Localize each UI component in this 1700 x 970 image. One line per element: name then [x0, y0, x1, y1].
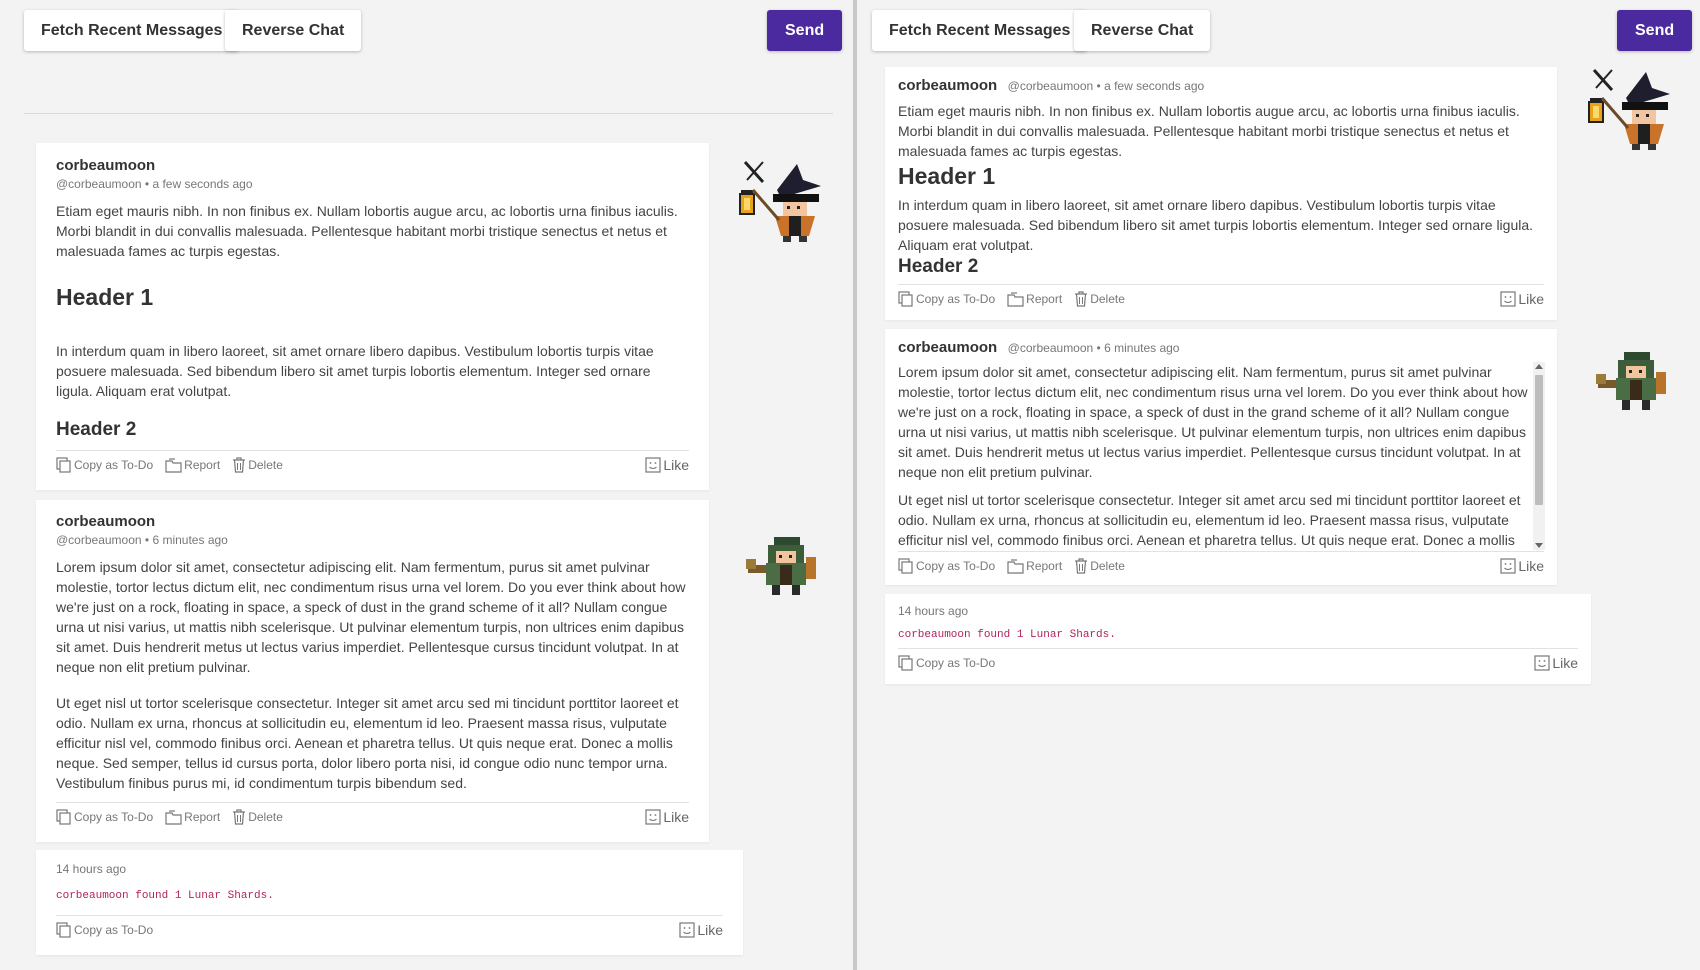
- fetch-recent-messages-button[interactable]: Fetch Recent Messages: [872, 10, 1087, 51]
- copy-label: Copy as To-Do: [916, 292, 996, 306]
- copy-as-todo-button[interactable]: [56, 457, 153, 473]
- event-card: [885, 594, 1591, 684]
- message-paragraph: Etiam eget mauris nibh. In non finibus ex. Nullam lobortis augue arcu, ac lobortis urna finibus iaculis. Morbi blandit in dui convallis malesuada. Pellentesque habitant morbi tristique senectus et netus et malesuada fames ac turpis egestas.: [898, 103, 1520, 159]
- like-label: Like: [663, 457, 689, 473]
- scroll-down-arrow[interactable]: [1535, 543, 1543, 548]
- fetch-recent-messages-button[interactable]: Fetch Recent Messages: [24, 10, 239, 51]
- message-actions: [56, 450, 689, 479]
- delete-button[interactable]: [1074, 558, 1125, 574]
- delete-button[interactable]: [232, 809, 283, 825]
- like-icon: [1500, 291, 1516, 307]
- message-header-2: Header 2: [56, 419, 137, 440]
- like-icon: [1500, 558, 1516, 574]
- like-icon: [645, 809, 661, 825]
- message-header-1: Header 1: [56, 284, 154, 310]
- copy-icon: [898, 558, 914, 574]
- wizard-avatar: [733, 160, 825, 242]
- message-actions: [898, 551, 1544, 580]
- report-button[interactable]: [165, 810, 220, 825]
- message-actions: [56, 802, 689, 831]
- like-label: Like: [1518, 558, 1544, 574]
- message-header-1: Header 1: [898, 163, 996, 189]
- copy-label: Copy as To-Do: [74, 458, 154, 472]
- like-button[interactable]: [645, 809, 689, 825]
- right-chat-panel: [858, 0, 1700, 970]
- copy-label: Copy as To-Do: [916, 656, 996, 670]
- report-icon: [165, 810, 182, 825]
- delete-button[interactable]: [232, 457, 283, 473]
- event-actions: [56, 915, 723, 944]
- delete-label: Delete: [248, 458, 283, 472]
- report-label: Report: [184, 810, 221, 824]
- copy-label: Copy as To-Do: [74, 923, 154, 937]
- message-header-2: Header 2: [898, 256, 979, 277]
- trash-icon: [1074, 291, 1088, 307]
- reverse-chat-button[interactable]: Reverse Chat: [225, 10, 361, 51]
- event-time: 14 hours ago: [56, 862, 127, 876]
- event-actions: [898, 648, 1578, 677]
- like-icon: [645, 457, 661, 473]
- message-time: 6 minutes ago: [152, 533, 228, 547]
- copy-icon: [56, 922, 72, 938]
- delete-label: Delete: [1090, 292, 1125, 306]
- delete-button[interactable]: [1074, 291, 1125, 307]
- message-card: [36, 500, 709, 842]
- report-label: Report: [1026, 292, 1063, 306]
- message-time: a few seconds ago: [152, 177, 253, 191]
- message-handle: @corbeaumoon: [1007, 341, 1094, 355]
- message-paragraph: Lorem ipsum dolor sit amet, consectetur adipiscing elit. Nam fermentum, purus sit amet pulvinar molestie, tortor lectus dictum elit, nec condimentum risus urna vel lorem. Do you ever think about how we're just on a rock, floating in space, a speck of dust in the grand scheme of it all? Nullam congue urna ut nisi varius, ut mattis nibh scelerisque. Ut pulvinar elementum turpis, non ultrices enim dapibus sit amet. Duis hendrerit metus ut lectus varius imperdiet. Pellentesque cursus tincidunt volutpat. In at neque non elit pretium pulvinar.: [56, 559, 686, 675]
- delete-label: Delete: [248, 810, 283, 824]
- report-button[interactable]: [1007, 559, 1062, 574]
- message-scrollbar[interactable]: [1533, 362, 1545, 550]
- like-button[interactable]: [1500, 558, 1544, 574]
- message-meta: @corbeaumoon • a few seconds ago: [56, 177, 253, 191]
- wizard-avatar: [1582, 68, 1674, 150]
- like-icon: [679, 922, 695, 938]
- copy-icon: [56, 809, 72, 825]
- message-card: [36, 143, 709, 490]
- copy-as-todo-button[interactable]: [56, 809, 153, 825]
- trash-icon: [232, 809, 246, 825]
- copy-label: Copy as To-Do: [916, 559, 996, 573]
- druid-avatar: [746, 535, 822, 597]
- like-label: Like: [663, 809, 689, 825]
- like-icon: [1534, 655, 1550, 671]
- report-icon: [1007, 292, 1024, 307]
- like-label: Like: [697, 922, 723, 938]
- copy-label: Copy as To-Do: [74, 810, 154, 824]
- report-label: Report: [1026, 559, 1063, 573]
- divider-line: [24, 113, 833, 114]
- copy-icon: [898, 291, 914, 307]
- scroll-up-arrow[interactable]: [1535, 364, 1543, 369]
- like-button[interactable]: [1534, 655, 1578, 671]
- event-text: corbeaumoon found 1 Lunar Shards.: [56, 890, 274, 902]
- like-button[interactable]: [645, 457, 689, 473]
- message-time: a few seconds ago: [1104, 79, 1205, 93]
- trash-icon: [1074, 558, 1088, 574]
- copy-icon: [898, 655, 914, 671]
- report-icon: [1007, 559, 1024, 574]
- event-time: 14 hours ago: [898, 604, 969, 618]
- message-author: corbeaumoon: [898, 77, 998, 94]
- panel-divider: [853, 0, 857, 970]
- message-paragraph: Ut eget nisl ut tortor scelerisque consectetur. Integer sit amet arcu sed mi tincidunt porttitor laoreet et odio. Nullam ex urna, rhoncus at sollicitudin eu, elementum id leo. Praesent massa risus, vulputate efficitur nisl vel, commodo finibus orci. Aenean et pharetra tellus. Ut quis neque erat. Donec a mollis neque. Sed semper, tellus id cursus porta, dolor libero porta nisi, id congue odio nunc tempor urna. Vestibulum finibus purus mi, id condimentum turpis bibendum sed.: [56, 695, 679, 791]
- send-button[interactable]: Send: [767, 10, 842, 51]
- message-scroll-area[interactable]: [898, 362, 1542, 552]
- message-paragraph: In interdum quam in libero laoreet, sit amet ornare libero dapibus. Vestibulum lobortis turpis vitae posuere malesuada. Sed bibendum libero sit amet turpis lobortis elementum. Integer sed ornare ligula. Aliquam erat volutpat.: [56, 343, 654, 399]
- message-card: [885, 329, 1557, 585]
- message-handle: @corbeaumoon: [56, 533, 142, 547]
- event-text: corbeaumoon found 1 Lunar Shards.: [898, 629, 1116, 641]
- message-author: corbeaumoon: [56, 513, 156, 530]
- message-actions: [898, 284, 1544, 313]
- like-label: Like: [1552, 655, 1578, 671]
- message-handle: @corbeaumoon: [56, 177, 142, 191]
- like-button[interactable]: [679, 922, 723, 938]
- druid-avatar: [1596, 350, 1672, 412]
- copy-icon: [56, 457, 72, 473]
- report-icon: [165, 458, 182, 473]
- message-paragraph: Etiam eget mauris nibh. In non finibus ex. Nullam lobortis augue arcu, ac lobortis urna finibus iaculis. Morbi blandit in dui convallis malesuada. Pellentesque habitant morbi tristique senectus et netus et malesuada fames ac turpis egestas.: [56, 203, 678, 259]
- report-button[interactable]: [165, 458, 220, 473]
- message-header: corbeaumoon @corbeaumoon • 6 minutes ago: [898, 339, 1180, 356]
- message-time: 6 minutes ago: [1104, 341, 1180, 355]
- message-author: corbeaumoon: [898, 339, 998, 356]
- message-paragraph: Lorem ipsum dolor sit amet, consectetur adipiscing elit. Nam fermentum, purus sit amet pulvinar molestie, tortor lectus dictum elit, nec condimentum risus urna vel lorem. Do you ever think about how we're just on a rock, floating in space, a speck of dust in the grand scheme of it all? Nullam congue urna ut nisi varius, ut mattis nibh scelerisque. Ut pulvinar elementum turpis, non ultrices enim dapibus sit amet. Duis hendrerit metus ut lectus varius imperdiet. Pellentesque cursus tincidunt volutpat. In at neque non elit pretium pulvinar.: [898, 364, 1528, 480]
- like-label: Like: [1518, 291, 1544, 307]
- scroll-thumb[interactable]: [1535, 375, 1543, 505]
- trash-icon: [232, 457, 246, 473]
- reverse-chat-button[interactable]: Reverse Chat: [1074, 10, 1210, 51]
- copy-as-todo-button[interactable]: [898, 558, 995, 574]
- message-author: corbeaumoon: [56, 157, 156, 174]
- message-header: corbeaumoon @corbeaumoon • a few seconds ago: [898, 77, 1205, 94]
- report-label: Report: [184, 458, 221, 472]
- message-meta: @corbeaumoon • 6 minutes ago: [56, 533, 228, 547]
- message-card: [885, 67, 1557, 320]
- copy-as-todo-button[interactable]: [898, 291, 995, 307]
- copy-as-todo-button[interactable]: [898, 655, 995, 671]
- send-button[interactable]: Send: [1617, 10, 1692, 51]
- message-handle: @corbeaumoon: [1007, 79, 1094, 93]
- message-paragraph: Ut eget nisl ut tortor scelerisque consectetur. Integer sit amet arcu sed mi tincidunt porttitor laoreet et odio. Nullam ex urna, rhoncus at sollicitudin eu, elementum id leo. Praesent massa risus, vulputate efficitur nisl vel, commodo finibus orci. Aenean et pharetra tellus. Ut quis neque erat. Donec a mollis: [898, 492, 1521, 548]
- report-button[interactable]: [1007, 292, 1062, 307]
- message-paragraph: In interdum quam in libero laoreet, sit amet ornare libero dapibus. Vestibulum lobortis turpis vitae posuere malesuada. Sed bibendum libero sit amet turpis lobortis elementum. Integer sed ornare ligula. Aliquam erat volutpat.: [898, 197, 1534, 253]
- delete-label: Delete: [1090, 559, 1125, 573]
- like-button[interactable]: [1500, 291, 1544, 307]
- copy-as-todo-button[interactable]: [56, 922, 153, 938]
- event-card: [36, 850, 743, 955]
